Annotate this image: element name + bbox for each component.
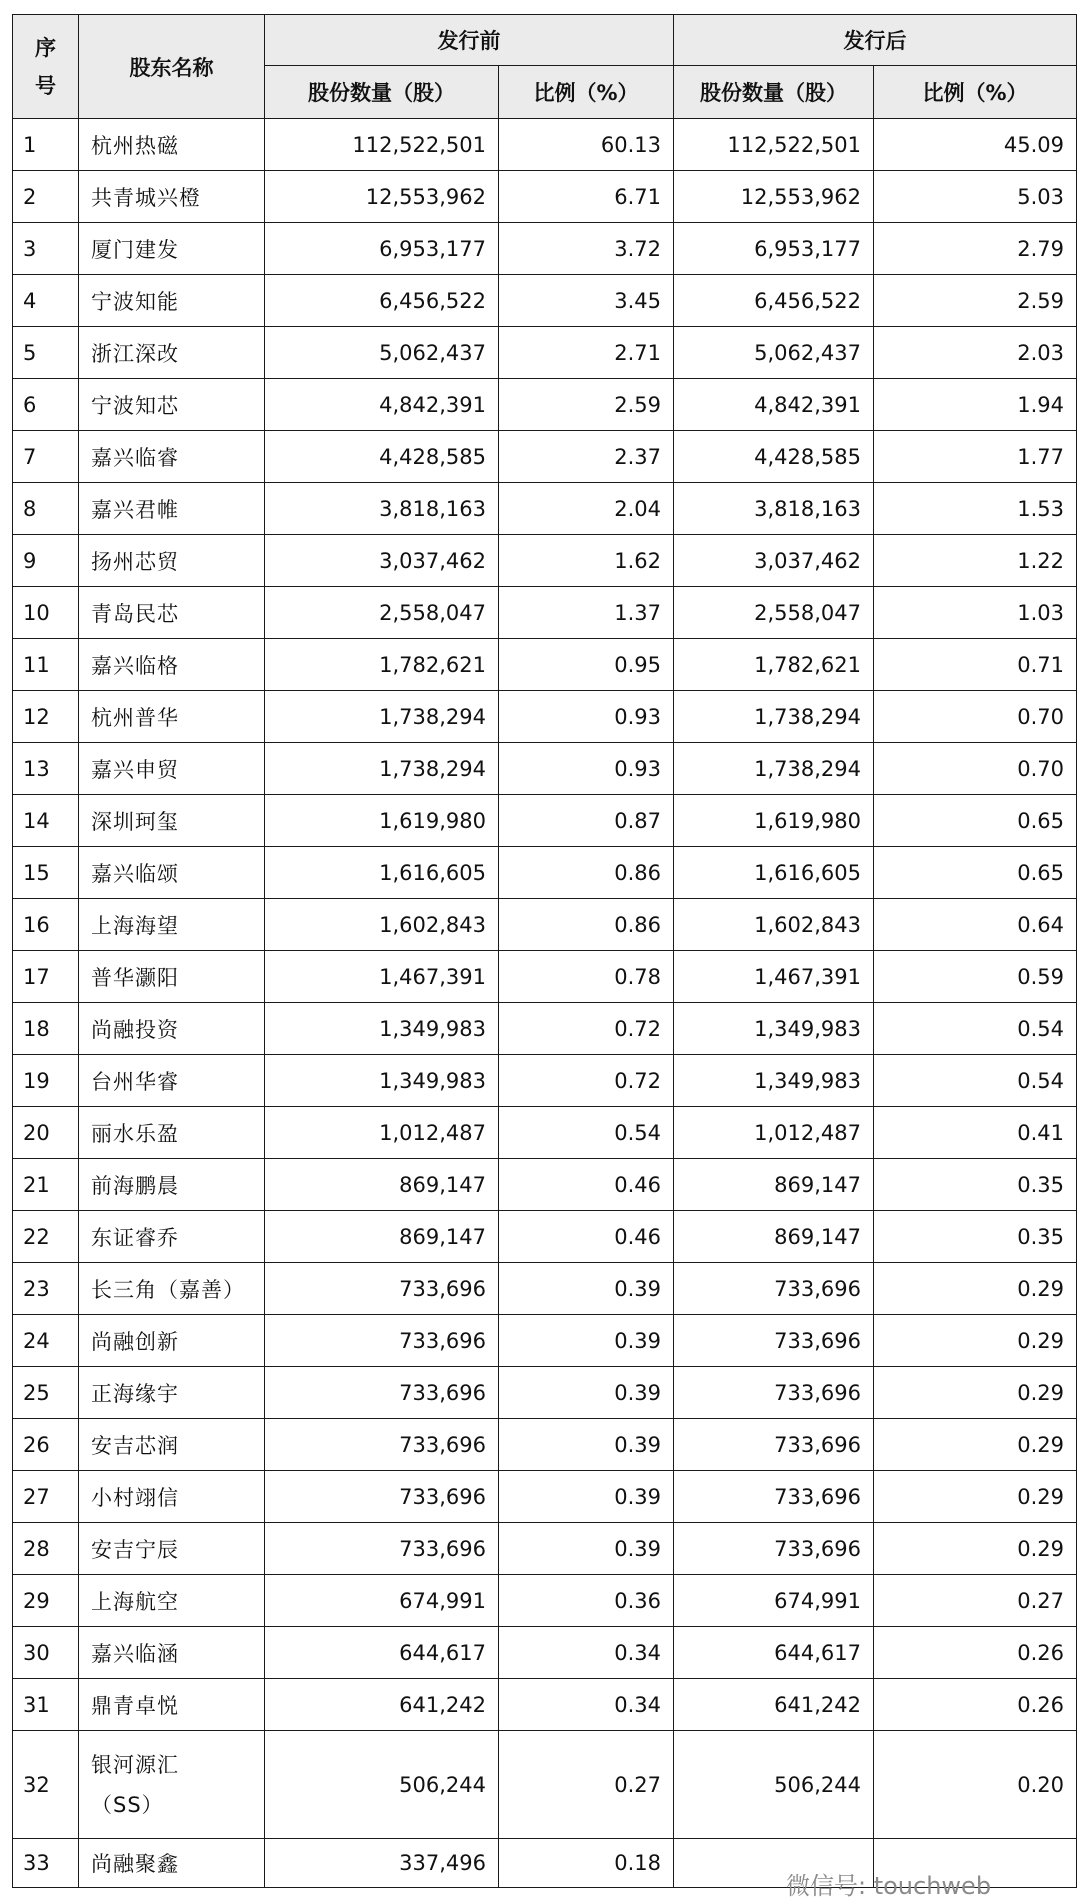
- after-ratio: 0.29: [874, 1367, 1077, 1419]
- before-shares: 337,496: [265, 1839, 499, 1888]
- before-shares: 4,428,585: [265, 431, 499, 483]
- row-number: 20: [13, 1107, 79, 1159]
- header-before-ratio: 比例（%）: [499, 66, 674, 119]
- shareholder-name: 嘉兴临颂: [79, 847, 265, 899]
- row-number: 12: [13, 691, 79, 743]
- before-ratio: 0.72: [499, 1055, 674, 1107]
- table-row: [13, 483, 1077, 535]
- before-ratio: 0.95: [499, 639, 674, 691]
- row-number: 9: [13, 535, 79, 587]
- shareholder-name: 丽水乐盈: [79, 1107, 265, 1159]
- header-after-ratio: 比例（%）: [874, 66, 1077, 119]
- table-row: [13, 1471, 1077, 1523]
- after-ratio: 1.03: [874, 587, 1077, 639]
- before-ratio: 0.54: [499, 1107, 674, 1159]
- row-number: 24: [13, 1315, 79, 1367]
- shareholder-name: 台州华睿: [79, 1055, 265, 1107]
- row-number: 14: [13, 795, 79, 847]
- row-number: 16: [13, 899, 79, 951]
- row-number: 30: [13, 1627, 79, 1679]
- after-ratio: 0.54: [874, 1055, 1077, 1107]
- shareholder-name: 尚融投资: [79, 1003, 265, 1055]
- after-shares: 644,617: [674, 1627, 874, 1679]
- table-row: [13, 1003, 1077, 1055]
- before-shares: 12,553,962: [265, 171, 499, 223]
- header-seq: 序 号: [13, 15, 79, 119]
- shareholder-name: 长三角（嘉善）: [79, 1263, 265, 1315]
- before-shares: 644,617: [265, 1627, 499, 1679]
- after-ratio: 1.22: [874, 535, 1077, 587]
- row-number: 25: [13, 1367, 79, 1419]
- after-ratio: 0.70: [874, 691, 1077, 743]
- after-shares: 5,062,437: [674, 327, 874, 379]
- after-ratio: 1.77: [874, 431, 1077, 483]
- table-row: [13, 1367, 1077, 1419]
- before-shares: 506,244: [265, 1731, 499, 1839]
- before-shares: 5,062,437: [265, 327, 499, 379]
- after-shares: 3,818,163: [674, 483, 874, 535]
- before-ratio: 0.46: [499, 1211, 674, 1263]
- after-ratio: 0.65: [874, 795, 1077, 847]
- shareholder-name: 深圳珂玺: [79, 795, 265, 847]
- table-row: [13, 1679, 1077, 1731]
- before-shares: 1,349,983: [265, 1003, 499, 1055]
- after-shares: 1,738,294: [674, 743, 874, 795]
- row-number: 29: [13, 1575, 79, 1627]
- after-ratio: 5.03: [874, 171, 1077, 223]
- after-shares: 4,428,585: [674, 431, 874, 483]
- row-number: 7: [13, 431, 79, 483]
- before-shares: 1,616,605: [265, 847, 499, 899]
- row-number: 2: [13, 171, 79, 223]
- table-row: [13, 1263, 1077, 1315]
- row-number: 32: [13, 1731, 79, 1839]
- after-shares: 733,696: [674, 1315, 874, 1367]
- shareholder-name: 安吉宁辰: [79, 1523, 265, 1575]
- table-row: [13, 691, 1077, 743]
- table-row: [13, 1419, 1077, 1471]
- before-ratio: 0.34: [499, 1627, 674, 1679]
- before-ratio: 3.72: [499, 223, 674, 275]
- before-shares: 3,037,462: [265, 535, 499, 587]
- after-shares: 1,619,980: [674, 795, 874, 847]
- after-ratio: 0.64: [874, 899, 1077, 951]
- after-ratio: 0.41: [874, 1107, 1077, 1159]
- before-shares: 112,522,501: [265, 119, 499, 171]
- after-shares: 1,349,983: [674, 1003, 874, 1055]
- table-row: [13, 951, 1077, 1003]
- after-shares: 869,147: [674, 1211, 874, 1263]
- header-before-issue: 发行前: [265, 15, 674, 66]
- before-shares: 6,953,177: [265, 223, 499, 275]
- after-shares: 1,616,605: [674, 847, 874, 899]
- after-ratio: 0.59: [874, 951, 1077, 1003]
- table-row: [13, 639, 1077, 691]
- after-ratio: 0.71: [874, 639, 1077, 691]
- after-ratio: 0.29: [874, 1263, 1077, 1315]
- before-ratio: 0.39: [499, 1523, 674, 1575]
- table-row: [13, 1731, 1077, 1839]
- after-shares: 506,244: [674, 1731, 874, 1839]
- after-shares: 1,467,391: [674, 951, 874, 1003]
- row-number: 27: [13, 1471, 79, 1523]
- after-shares: 2,558,047: [674, 587, 874, 639]
- table-row: [13, 275, 1077, 327]
- before-shares: 733,696: [265, 1471, 499, 1523]
- before-ratio: 0.39: [499, 1471, 674, 1523]
- row-number: 19: [13, 1055, 79, 1107]
- before-shares: 2,558,047: [265, 587, 499, 639]
- after-ratio: 0.29: [874, 1523, 1077, 1575]
- before-ratio: 2.71: [499, 327, 674, 379]
- row-number: 6: [13, 379, 79, 431]
- before-ratio: 0.78: [499, 951, 674, 1003]
- after-ratio: 0.35: [874, 1211, 1077, 1263]
- shareholder-name: 扬州芯贸: [79, 535, 265, 587]
- before-ratio: 0.72: [499, 1003, 674, 1055]
- after-shares: 6,953,177: [674, 223, 874, 275]
- before-shares: 3,818,163: [265, 483, 499, 535]
- after-shares: 674,991: [674, 1575, 874, 1627]
- after-ratio: 0.65: [874, 847, 1077, 899]
- row-number: 4: [13, 275, 79, 327]
- after-ratio: 0.54: [874, 1003, 1077, 1055]
- table-row: [13, 535, 1077, 587]
- watermark: 微信号: touchweb: [786, 1872, 992, 1900]
- shareholder-name: 正海缘宇: [79, 1367, 265, 1419]
- after-ratio: 45.09: [874, 119, 1077, 171]
- after-shares: 1,349,983: [674, 1055, 874, 1107]
- before-ratio: 0.34: [499, 1679, 674, 1731]
- row-number: 10: [13, 587, 79, 639]
- shareholder-name: 宁波知芯: [79, 379, 265, 431]
- before-shares: 1,782,621: [265, 639, 499, 691]
- before-ratio: 0.39: [499, 1367, 674, 1419]
- before-shares: 641,242: [265, 1679, 499, 1731]
- after-shares: 1,738,294: [674, 691, 874, 743]
- row-number: 8: [13, 483, 79, 535]
- after-shares: 6,456,522: [674, 275, 874, 327]
- row-number: 33: [13, 1839, 79, 1888]
- table-row: [13, 431, 1077, 483]
- before-ratio: 0.87: [499, 795, 674, 847]
- before-ratio: 0.86: [499, 899, 674, 951]
- shareholder-name: 浙江深改: [79, 327, 265, 379]
- before-ratio: 0.39: [499, 1315, 674, 1367]
- shareholder-name: 宁波知能: [79, 275, 265, 327]
- after-shares: 4,842,391: [674, 379, 874, 431]
- before-ratio: 0.93: [499, 691, 674, 743]
- shareholder-name: 尚融聚鑫: [79, 1839, 265, 1888]
- shareholder-name: 嘉兴临睿: [79, 431, 265, 483]
- table-row: [13, 171, 1077, 223]
- table-row: [13, 327, 1077, 379]
- table-row: [13, 795, 1077, 847]
- before-shares: 674,991: [265, 1575, 499, 1627]
- row-number: 11: [13, 639, 79, 691]
- before-shares: 4,842,391: [265, 379, 499, 431]
- before-ratio: 2.59: [499, 379, 674, 431]
- shareholder-table: [12, 14, 1077, 1888]
- header-after-issue: 发行后: [674, 15, 1077, 66]
- before-shares: 869,147: [265, 1211, 499, 1263]
- before-ratio: 6.71: [499, 171, 674, 223]
- table-row: [13, 223, 1077, 275]
- shareholder-name: 尚融创新: [79, 1315, 265, 1367]
- row-number: 26: [13, 1419, 79, 1471]
- after-ratio: 1.94: [874, 379, 1077, 431]
- after-ratio: 0.27: [874, 1575, 1077, 1627]
- after-ratio: 0.29: [874, 1315, 1077, 1367]
- before-ratio: 1.62: [499, 535, 674, 587]
- before-ratio: 0.18: [499, 1839, 674, 1888]
- before-shares: 733,696: [265, 1263, 499, 1315]
- after-shares: 733,696: [674, 1523, 874, 1575]
- header-shareholder-name: 股东名称: [79, 15, 265, 119]
- after-ratio: 0.26: [874, 1679, 1077, 1731]
- before-ratio: 2.37: [499, 431, 674, 483]
- after-shares: 1,782,621: [674, 639, 874, 691]
- before-ratio: 1.37: [499, 587, 674, 639]
- shareholder-name: 上海航空: [79, 1575, 265, 1627]
- after-ratio: 1.53: [874, 483, 1077, 535]
- after-shares: 12,553,962: [674, 171, 874, 223]
- shareholder-name: 杭州热磁: [79, 119, 265, 171]
- shareholder-name: 嘉兴临涵: [79, 1627, 265, 1679]
- before-shares: 1,467,391: [265, 951, 499, 1003]
- before-ratio: 0.27: [499, 1731, 674, 1839]
- table-row: [13, 1315, 1077, 1367]
- shareholder-name: 前海鹏晨: [79, 1159, 265, 1211]
- table-row: [13, 1055, 1077, 1107]
- shareholder-name: 嘉兴临格: [79, 639, 265, 691]
- before-shares: 1,349,983: [265, 1055, 499, 1107]
- after-shares: 733,696: [674, 1263, 874, 1315]
- before-ratio: 0.36: [499, 1575, 674, 1627]
- after-ratio: 0.29: [874, 1419, 1077, 1471]
- before-ratio: 0.39: [499, 1419, 674, 1471]
- after-shares: 869,147: [674, 1159, 874, 1211]
- shareholder-table-page: [12, 14, 1078, 1900]
- row-number: 22: [13, 1211, 79, 1263]
- after-ratio: 2.79: [874, 223, 1077, 275]
- header-before-shares: 股份数量（股）: [265, 66, 499, 119]
- after-shares: 641,242: [674, 1679, 874, 1731]
- shareholder-name: 上海海望: [79, 899, 265, 951]
- table-row: [13, 1107, 1077, 1159]
- row-number: 31: [13, 1679, 79, 1731]
- after-ratio: 2.59: [874, 275, 1077, 327]
- before-shares: 733,696: [265, 1367, 499, 1419]
- shareholder-name: 小村翊信: [79, 1471, 265, 1523]
- row-number: 21: [13, 1159, 79, 1211]
- before-shares: 869,147: [265, 1159, 499, 1211]
- before-ratio: 0.93: [499, 743, 674, 795]
- before-ratio: 3.45: [499, 275, 674, 327]
- table-row: [13, 1523, 1077, 1575]
- after-ratio: 0.20: [874, 1731, 1077, 1839]
- after-ratio: 0.35: [874, 1159, 1077, 1211]
- shareholder-name: 嘉兴申贸: [79, 743, 265, 795]
- before-shares: 1,738,294: [265, 691, 499, 743]
- table-row: [13, 847, 1077, 899]
- before-shares: 1,738,294: [265, 743, 499, 795]
- shareholder-name: 杭州普华: [79, 691, 265, 743]
- shareholder-name: 银河源汇 （SS）: [79, 1731, 265, 1839]
- after-shares: 112,522,501: [674, 119, 874, 171]
- after-shares: 733,696: [674, 1367, 874, 1419]
- after-shares: 1,012,487: [674, 1107, 874, 1159]
- after-shares: 1,602,843: [674, 899, 874, 951]
- shareholder-name: 嘉兴君帷: [79, 483, 265, 535]
- row-number: 17: [13, 951, 79, 1003]
- shareholder-name: 青岛民芯: [79, 587, 265, 639]
- row-number: 23: [13, 1263, 79, 1315]
- before-shares: 733,696: [265, 1315, 499, 1367]
- table-row: [13, 1627, 1077, 1679]
- before-ratio: 0.86: [499, 847, 674, 899]
- row-number: 1: [13, 119, 79, 171]
- row-number: 28: [13, 1523, 79, 1575]
- shareholder-name: 安吉芯润: [79, 1419, 265, 1471]
- table-row: [13, 587, 1077, 639]
- shareholder-name: 鼎青卓悦: [79, 1679, 265, 1731]
- before-shares: 733,696: [265, 1523, 499, 1575]
- before-shares: 733,696: [265, 1419, 499, 1471]
- before-shares: 1,619,980: [265, 795, 499, 847]
- row-number: 18: [13, 1003, 79, 1055]
- before-ratio: 2.04: [499, 483, 674, 535]
- before-ratio: 0.46: [499, 1159, 674, 1211]
- before-shares: 6,456,522: [265, 275, 499, 327]
- after-shares: 733,696: [674, 1419, 874, 1471]
- table-row: [13, 1575, 1077, 1627]
- row-number: 15: [13, 847, 79, 899]
- after-ratio: 0.70: [874, 743, 1077, 795]
- before-shares: 1,602,843: [265, 899, 499, 951]
- after-ratio: 0.26: [874, 1627, 1077, 1679]
- shareholder-name: 厦门建发: [79, 223, 265, 275]
- row-number: 5: [13, 327, 79, 379]
- table-body: [13, 119, 1077, 1888]
- table-row: [13, 119, 1077, 171]
- shareholder-name: 普华灏阳: [79, 951, 265, 1003]
- table-row: [13, 1159, 1077, 1211]
- table-row: [13, 899, 1077, 951]
- after-ratio: 2.03: [874, 327, 1077, 379]
- after-shares: 733,696: [674, 1471, 874, 1523]
- row-number: 13: [13, 743, 79, 795]
- after-shares: 3,037,462: [674, 535, 874, 587]
- before-ratio: 60.13: [499, 119, 674, 171]
- header-after-shares: 股份数量（股）: [674, 66, 874, 119]
- row-number: 3: [13, 223, 79, 275]
- shareholder-name: 东证睿乔: [79, 1211, 265, 1263]
- before-ratio: 0.39: [499, 1263, 674, 1315]
- table-row: [13, 1211, 1077, 1263]
- table-row: [13, 743, 1077, 795]
- before-shares: 1,012,487: [265, 1107, 499, 1159]
- shareholder-name: 共青城兴橙: [79, 171, 265, 223]
- table-row: [13, 379, 1077, 431]
- after-ratio: 0.29: [874, 1471, 1077, 1523]
